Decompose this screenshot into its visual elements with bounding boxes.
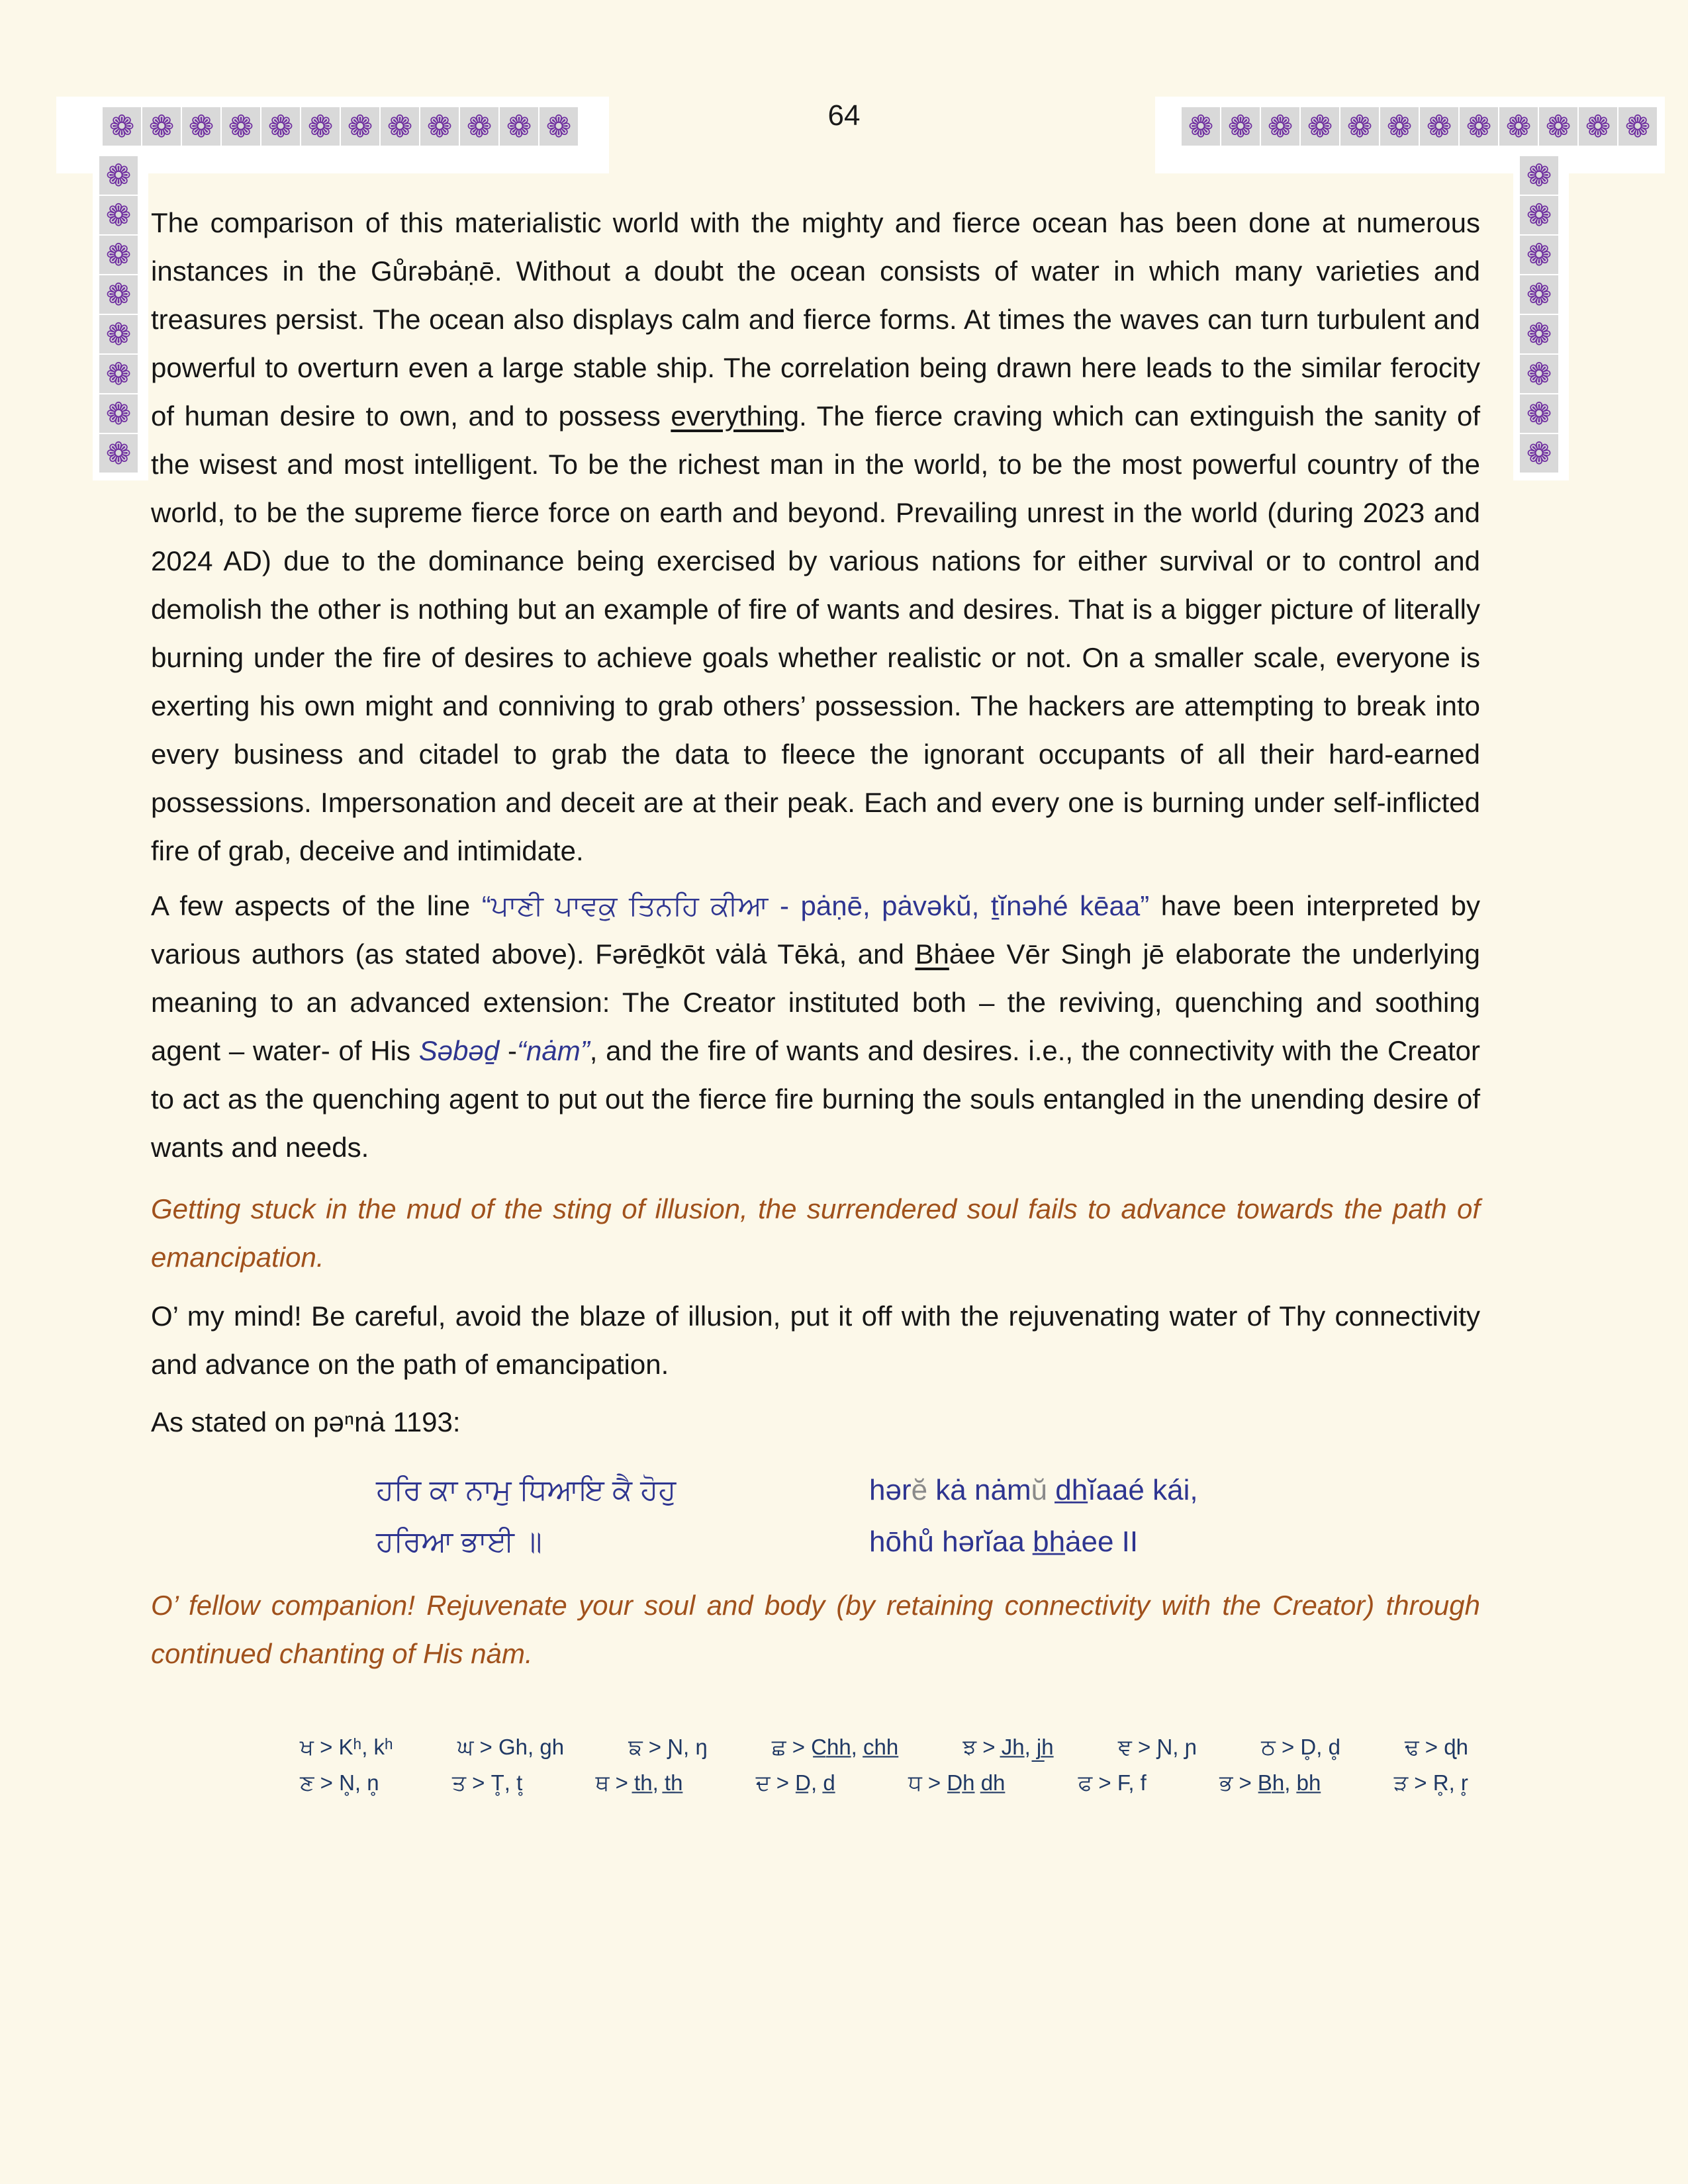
flower-icon: ❁ — [1618, 107, 1657, 146]
flower-icon: ❁ — [99, 156, 138, 195]
phonetic-cell: ਤ > T̥, t̥ — [451, 1770, 523, 1795]
flower-icon: ❁ — [99, 315, 138, 353]
phonetic-cell: ਧ > D̲h̲ d̲h̲ — [908, 1770, 1006, 1795]
translit-gray-letter: ŭ — [1031, 1474, 1048, 1506]
phonetic-cell: ਭ > B̲h̲, b̲h̲ — [1219, 1770, 1321, 1795]
flower-icon: ❁ — [420, 107, 459, 146]
flower-icon: ❁ — [99, 434, 138, 473]
gurbani-quote-inline: “ਪਾਣੀ ਪਾਵਕੁ ਤਿਨਹਿ ਕੀਆ - pȧṇē, pȧvəkŭ, ṯĭnəhé kēaa” — [481, 890, 1150, 921]
page-number: 64 — [827, 99, 861, 132]
phonetic-row-2 — [300, 1765, 1468, 1801]
paragraph-ocean-comparison — [151, 199, 1480, 875]
phonetic-cell: ਛ > C̲h̲h̲, c̲h̲h̲ — [771, 1735, 899, 1759]
gurmukhi-line-1: ਹਰਿ ਕਾ ਨਾਮੁ ਧਿਆਇ ਕੈ ਹੋਹੁ — [376, 1474, 677, 1506]
flower-icon: ❁ — [103, 107, 141, 146]
paragraph-text: . The fierce craving which can extinguish the sanity of the wisest and most intelligent. To be the richest man in the world, to be the most powerful country of the world, to be the supreme fierce force on earth and beyond. Prevailing unrest in the world (during 2023 and 2024 AD) due to the dominance being exercised by various nations for either survival or to control and demolish the other is nothing but an example of fire of wants and desires. That is a bigger picture of literally burning under the fire of desires to achieve goals whether realistic or not. On a smaller scale, everyone is exerting his own might and conniving to grab others’ possession. The hackers are attempting to break into every business and citadel to grab the data to fleece the ignorant occupants of all their hard-earned possessions. Impersonation and deceit are at their peak. Each and every one is burning under self-inflicted fire of grab, deceive and intimidate. — [151, 400, 1480, 866]
translit-text: d̲h̲ĭaaé kái, — [1047, 1474, 1198, 1506]
floral-border-left — [99, 156, 138, 473]
floral-border-right — [1520, 156, 1558, 473]
flower-icon: ❁ — [1520, 196, 1558, 234]
verse-gurmukhi — [376, 1465, 869, 1568]
flower-icon: ❁ — [1520, 275, 1558, 314]
phonetic-cell: ਣ > N̥, n̥ — [300, 1770, 379, 1795]
flower-icon: ❁ — [261, 107, 300, 146]
flower-icon: ❁ — [1520, 156, 1558, 195]
flower-icon: ❁ — [99, 394, 138, 433]
phonetic-cell: ਢ > ɖh — [1405, 1735, 1468, 1759]
phonetic-cell: ਠ > D̥, d̥ — [1261, 1735, 1340, 1759]
page-content — [151, 199, 1480, 1801]
flower-icon: ❁ — [182, 107, 220, 146]
phonetic-cell: ਖ > Kʰ, kʰ — [300, 1735, 393, 1759]
paragraph-text: A few aspects of the line — [151, 890, 482, 921]
phonetic-cell: ਙ > Ɲ, ŋ — [628, 1735, 708, 1759]
verse-block — [151, 1465, 1480, 1568]
flower-icon: ❁ — [1182, 107, 1220, 146]
paragraph-text: , and the fire of wants and desires. i.e., the connectivity with the Creator to act as the quenching agent to put out the fierce fire burning the souls entangled in the unending desire of wants and needs. — [151, 1035, 1480, 1163]
underlined-bh: Bh — [915, 938, 949, 970]
flower-icon: ❁ — [99, 275, 138, 314]
flower-icon: ❁ — [1420, 107, 1458, 146]
flower-icon: ❁ — [222, 107, 260, 146]
phonetic-cell: ਫ > F, f — [1078, 1770, 1147, 1795]
transliteration-line-1 — [869, 1465, 1198, 1516]
translit-text: hər — [869, 1474, 912, 1506]
phonetic-row-1 — [300, 1729, 1468, 1765]
underlined-word: everything — [671, 400, 800, 432]
phonetic-cell: ਞ > Ɲ, ɲ — [1117, 1735, 1197, 1759]
phonetic-cell: ਥ > t̲h̲, t̲h̲ — [595, 1770, 683, 1795]
flower-icon: ❁ — [1261, 107, 1299, 146]
flower-icon: ❁ — [1520, 434, 1558, 473]
transliteration-line-2: hōhů hərĭaa b̲h̲ȧee II — [869, 1525, 1139, 1558]
flower-icon: ❁ — [1539, 107, 1577, 146]
paragraph-text: ȧee Vēr Singh jē elaborate the underlying meaning to an advanced extension: The Creator instituted both – the reviving, quenching and soothing agent – water- of His — [151, 938, 1480, 1066]
flower-icon: ❁ — [341, 107, 379, 146]
flower-icon: ❁ — [99, 196, 138, 234]
paragraph-text: - — [499, 1035, 518, 1066]
translit-text: kȧ nȧm — [927, 1474, 1031, 1506]
flower-icon: ❁ — [1520, 315, 1558, 353]
flower-icon: ❁ — [99, 355, 138, 393]
flower-icon: ❁ — [1301, 107, 1339, 146]
commentary-illusion: Getting stuck in the mud of the sting of illusion, the surrendered soul fails to advance towards the path of emancipation. — [151, 1193, 1480, 1273]
paragraph-text: The comparison of this materialistic world with the mighty and fierce ocean has been done at numerous instances in the Gůrəbȧṇē. Without a doubt the ocean consists of water in which many varieties and treasures persist. The ocean also displays calm and fierce forms. At times the waves can turn turbulent and powerful to overturn even a large stable ship. The correlation being drawn here leads to the similar ferocity of human desire to own, and to possess — [151, 207, 1480, 432]
verse-transliteration — [869, 1465, 1198, 1568]
flower-icon: ❁ — [539, 107, 578, 146]
paragraph-o-my-mind: O’ my mind! Be careful, avoid the blaze of illusion, put it off with the rejuvenating water of Thy connectivity and advance on the path of emancipation. — [151, 1300, 1480, 1380]
phonetic-key-table — [300, 1729, 1468, 1801]
term-nam: “nȧm” — [517, 1035, 590, 1066]
flower-icon: ❁ — [1520, 394, 1558, 433]
flower-icon: ❁ — [500, 107, 538, 146]
paragraph-line-interpretation — [151, 882, 1480, 1171]
commentary-fellow-companion: O’ fellow companion! Rejuvenate your soul and body (by retaining connectivity with the Creator) through continued chanting of His nȧm. — [151, 1590, 1480, 1669]
flower-icon: ❁ — [1579, 107, 1617, 146]
phonetic-cell: ਦ > D̲, d̲ — [755, 1770, 835, 1795]
flower-icon: ❁ — [1520, 355, 1558, 393]
flower-icon: ❁ — [1221, 107, 1260, 146]
flower-icon: ❁ — [1340, 107, 1379, 146]
flower-icon: ❁ — [1460, 107, 1498, 146]
flower-icon: ❁ — [381, 107, 419, 146]
gurmukhi-line-2: ਹਰਿਆ ਭਾਈ ॥ — [376, 1525, 542, 1558]
flower-icon: ❁ — [1380, 107, 1419, 146]
flower-icon: ❁ — [142, 107, 181, 146]
flower-icon: ❁ — [460, 107, 498, 146]
flower-icon: ❁ — [301, 107, 340, 146]
flower-icon: ❁ — [1499, 107, 1538, 146]
flower-icon: ❁ — [99, 236, 138, 274]
phonetic-cell: ਝ > J̲h̲, j̲h̲ — [962, 1735, 1054, 1759]
flower-icon: ❁ — [1520, 236, 1558, 274]
panna-reference: As stated on pəⁿnȧ 1193: — [151, 1406, 461, 1437]
paragraph-text: have been interpreted by various authors (as stated above). Fərēḏkōt vȧlȧ Tēkȧ, and — [151, 890, 1480, 970]
translit-gray-letter: ĕ — [911, 1474, 928, 1506]
phonetic-cell: ਘ > Gh, gh — [457, 1735, 565, 1759]
phonetic-cell: ੜ > R̥, r̥ — [1393, 1770, 1468, 1795]
term-sabad: Səbəḏ — [418, 1035, 500, 1066]
